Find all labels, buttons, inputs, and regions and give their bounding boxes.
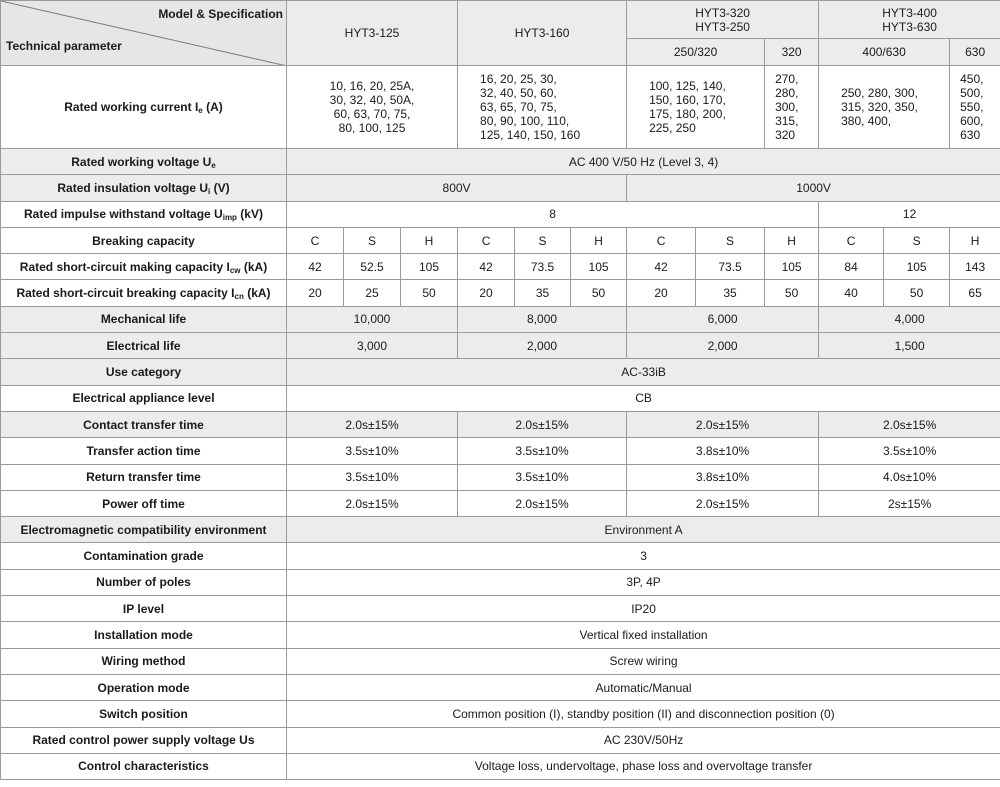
- table-cell: 50: [401, 280, 458, 306]
- table-cell: Voltage loss, undervoltage, phase loss and overvoltage transfer: [287, 753, 1000, 779]
- row-label-control-characteristics: Control characteristics: [1, 753, 287, 779]
- table-cell: 50: [884, 280, 950, 306]
- table-cell: AC-33iB: [287, 359, 1000, 385]
- table-cell: 2.0s±15%: [819, 411, 1000, 437]
- table-cell: H: [401, 227, 458, 253]
- table-cell: 12: [819, 201, 1000, 227]
- table-cell: 2.0s±15%: [458, 490, 627, 516]
- row-label-working-voltage: Rated working voltage $U_e$: [1, 149, 287, 175]
- table-cell: AC 400 V/50 Hz (Level 3, 4): [287, 149, 1000, 175]
- table-cell: 143: [950, 254, 1000, 280]
- table-cell: 450, 500, 550, 600, 630: [950, 66, 1000, 149]
- table-cell: 42: [287, 254, 344, 280]
- row-label-electrical-life: Electrical life: [1, 333, 287, 359]
- table-cell: Automatic/Manual: [287, 674, 1000, 700]
- table-cell: IP20: [287, 596, 1000, 622]
- row-label-emc-environment: Electromagnetic compatibility environment: [1, 517, 287, 543]
- row-label-appliance-level: Electrical appliance level: [1, 385, 287, 411]
- table-cell: 3.5s±10%: [458, 438, 627, 464]
- table-cell: 1,500: [819, 333, 1000, 359]
- table-cell: C: [627, 227, 696, 253]
- table-cell: 105: [884, 254, 950, 280]
- table-cell: 2,000: [627, 333, 819, 359]
- row-label-transfer-action-time: Transfer action time: [1, 438, 287, 464]
- table-cell: 20: [287, 280, 344, 306]
- table-cell: 8: [287, 201, 819, 227]
- table-cell: 10, 16, 20, 25A, 30, 32, 40, 50A, 60, 63, 70, 75, 80, 100, 125: [287, 66, 458, 149]
- table-cell: Vertical fixed installation: [287, 622, 1000, 648]
- table-cell: 3,000: [287, 333, 458, 359]
- table-cell: 3.8s±10%: [627, 438, 819, 464]
- table-cell: 3: [287, 543, 1000, 569]
- table-cell: 270, 280, 300, 315, 320: [765, 66, 819, 149]
- row-label-rated-current: Rated working current $I_e$ (A): [1, 66, 287, 149]
- row-label-control-supply-voltage: Rated control power supply voltage Us: [1, 727, 287, 753]
- table-cell: 3.5s±10%: [819, 438, 1000, 464]
- table-cell: 2s±15%: [819, 490, 1000, 516]
- table-cell: CB: [287, 385, 1000, 411]
- table-cell: 4.0s±10%: [819, 464, 1000, 490]
- row-label-return-transfer-time: Return transfer time: [1, 464, 287, 490]
- row-label-installation-mode: Installation mode: [1, 622, 287, 648]
- table-cell: 10,000: [287, 306, 458, 332]
- table-cell: H: [571, 227, 627, 253]
- table-corner-header: [1, 1, 287, 66]
- row-label-use-category: Use category: [1, 359, 287, 385]
- table-cell: 25: [344, 280, 401, 306]
- table-cell: 3.8s±10%: [627, 464, 819, 490]
- table-cell: 2.0s±15%: [458, 411, 627, 437]
- table-cell: 1000V: [627, 175, 1000, 201]
- sub-spec-header: 400/630: [819, 39, 950, 66]
- table-cell: 105: [401, 254, 458, 280]
- row-label-wiring-method: Wiring method: [1, 648, 287, 674]
- row-label-making-capacity: Rated short-circuit making capacity $I_{cw}$ (kA): [1, 254, 287, 280]
- model-header-hyt3-125: HYT3-125: [287, 1, 458, 66]
- table-cell: S: [884, 227, 950, 253]
- table-cell: 3.5s±10%: [458, 464, 627, 490]
- table-cell: S: [515, 227, 571, 253]
- corner-top-label: Model & Specification: [158, 7, 283, 21]
- table-cell: 50: [765, 280, 819, 306]
- table-cell: 3.5s±10%: [287, 438, 458, 464]
- table-cell: 105: [571, 254, 627, 280]
- table-cell: C: [287, 227, 344, 253]
- row-label-contamination-grade: Contamination grade: [1, 543, 287, 569]
- table-cell: 20: [627, 280, 696, 306]
- table-cell: C: [819, 227, 884, 253]
- table-cell: 16, 20, 25, 30, 32, 40, 50, 60, 63, 65, 70, 75, 80, 90, 100, 110, 125, 140, 150, 160: [458, 66, 627, 149]
- table-cell: 4,000: [819, 306, 1000, 332]
- row-label-switch-position: Switch position: [1, 701, 287, 727]
- sub-spec-header: 250/320: [627, 39, 765, 66]
- row-label-ip-level: IP level: [1, 596, 287, 622]
- table-cell: 20: [458, 280, 515, 306]
- table-cell: 84: [819, 254, 884, 280]
- table-cell: 3.5s±10%: [287, 464, 458, 490]
- model-header-hyt3-320: HYT3-320 HYT3-250: [627, 1, 819, 39]
- table-cell: S: [696, 227, 765, 253]
- model-header-hyt3-160: HYT3-160: [458, 1, 627, 66]
- table-cell: Environment A: [287, 517, 1000, 543]
- table-cell: Common position (I), standby position (II) and disconnection position (0): [287, 701, 1000, 727]
- table-cell: AC 230V/50Hz: [287, 727, 1000, 753]
- row-label-short-circuit-breaking: Rated short-circuit breaking capacity $I_{cn}$ (kA): [1, 280, 287, 306]
- table-cell: 800V: [287, 175, 627, 201]
- table-cell: H: [950, 227, 1000, 253]
- table-cell: C: [458, 227, 515, 253]
- row-label-breaking-capacity: Breaking capacity: [1, 227, 287, 253]
- table-cell: 42: [627, 254, 696, 280]
- row-label-number-of-poles: Number of poles: [1, 569, 287, 595]
- table-cell: 73.5: [515, 254, 571, 280]
- corner-bottom-label: Technical parameter: [6, 39, 122, 53]
- row-label-mechanical-life: Mechanical life: [1, 306, 287, 332]
- table-cell: 105: [765, 254, 819, 280]
- model-header-hyt3-400: HYT3-400 HYT3-630: [819, 1, 1000, 39]
- row-label-insulation-voltage: Rated insulation voltage $U_i$ (V): [1, 175, 287, 201]
- table-cell: 35: [696, 280, 765, 306]
- table-cell: 100, 125, 140, 150, 160, 170, 175, 180, 200, 225, 250: [627, 66, 765, 149]
- table-cell: 73.5: [696, 254, 765, 280]
- table-cell: 2.0s±15%: [287, 411, 458, 437]
- sub-spec-header: 630: [950, 39, 1000, 66]
- row-label-contact-transfer-time: Contact transfer time: [1, 411, 287, 437]
- table-cell: 35: [515, 280, 571, 306]
- table-cell: 65: [950, 280, 1000, 306]
- table-cell: H: [765, 227, 819, 253]
- table-cell: 50: [571, 280, 627, 306]
- table-cell: 8,000: [458, 306, 627, 332]
- table-cell: 42: [458, 254, 515, 280]
- table-cell: 2.0s±15%: [287, 490, 458, 516]
- table-cell: 3P, 4P: [287, 569, 1000, 595]
- table-cell: 2.0s±15%: [627, 490, 819, 516]
- sub-spec-header: 320: [765, 39, 819, 66]
- row-label-impulse-voltage: Rated impulse withstand voltage $U_{imp}$ (kV): [1, 201, 287, 227]
- table-cell: Screw wiring: [287, 648, 1000, 674]
- table-cell: 6,000: [627, 306, 819, 332]
- table-cell: 2,000: [458, 333, 627, 359]
- table-cell: S: [344, 227, 401, 253]
- table-cell: 2.0s±15%: [627, 411, 819, 437]
- row-label-power-off-time: Power off time: [1, 490, 287, 516]
- table-cell: 250, 280, 300, 315, 320, 350, 380, 400,: [819, 66, 950, 149]
- row-label-operation-mode: Operation mode: [1, 674, 287, 700]
- table-cell: 52.5: [344, 254, 401, 280]
- table-cell: 40: [819, 280, 884, 306]
